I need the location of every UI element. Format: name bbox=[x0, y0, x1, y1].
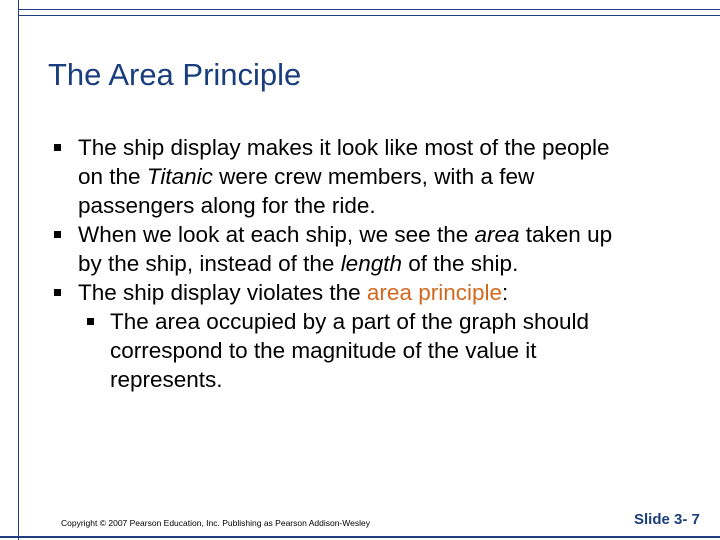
bullet-item-area-vs-length bbox=[48, 220, 708, 278]
bullet-text-line: correspond to the magnitude of the value it bbox=[110, 338, 537, 363]
top-rule-inner bbox=[18, 15, 720, 16]
slide-number: Slide 3- 7 bbox=[634, 511, 700, 528]
slide-title: The Area Principle bbox=[48, 57, 302, 92]
bullet-text-line: The ship display makes it look like most of the people bbox=[78, 135, 610, 160]
bullet-text-line: represents. bbox=[110, 367, 223, 392]
bullet-text-line: passengers along for the ride. bbox=[78, 193, 376, 218]
bullet-text-line: by the ship, instead of the length of the ship. bbox=[78, 251, 519, 276]
bullet-text-line: The ship display violates the area principle: bbox=[78, 280, 509, 305]
area-principle-highlight: area principle bbox=[366, 280, 502, 305]
square-bullet-icon bbox=[54, 231, 61, 238]
square-bullet-icon bbox=[87, 318, 94, 325]
sub-bullet-item-definition bbox=[48, 307, 708, 394]
top-rule bbox=[18, 9, 720, 10]
square-bullet-icon bbox=[54, 144, 61, 151]
bullet-text-line: The area occupied by a part of the graph should bbox=[110, 309, 590, 334]
emphasis-length: length bbox=[340, 251, 402, 276]
left-rule bbox=[18, 0, 19, 540]
emphasis-area: area bbox=[474, 222, 520, 247]
bullet-text-line: When we look at each ship, we see the area taken up bbox=[78, 222, 613, 247]
bullet-list bbox=[48, 133, 708, 394]
copyright-footer: Copyright © 2007 Pearson Education, Inc. Publishing as Pearson Addison-Wesley bbox=[61, 518, 370, 528]
square-bullet-icon bbox=[54, 289, 61, 296]
emphasis-titanic: Titanic bbox=[146, 164, 213, 189]
bullet-item-ship-display bbox=[48, 133, 708, 220]
bullet-text-line: on the Titanic were crew members, with a few bbox=[78, 164, 535, 189]
bullet-item-violates-principle bbox=[48, 278, 708, 307]
bottom-rule bbox=[0, 536, 720, 538]
